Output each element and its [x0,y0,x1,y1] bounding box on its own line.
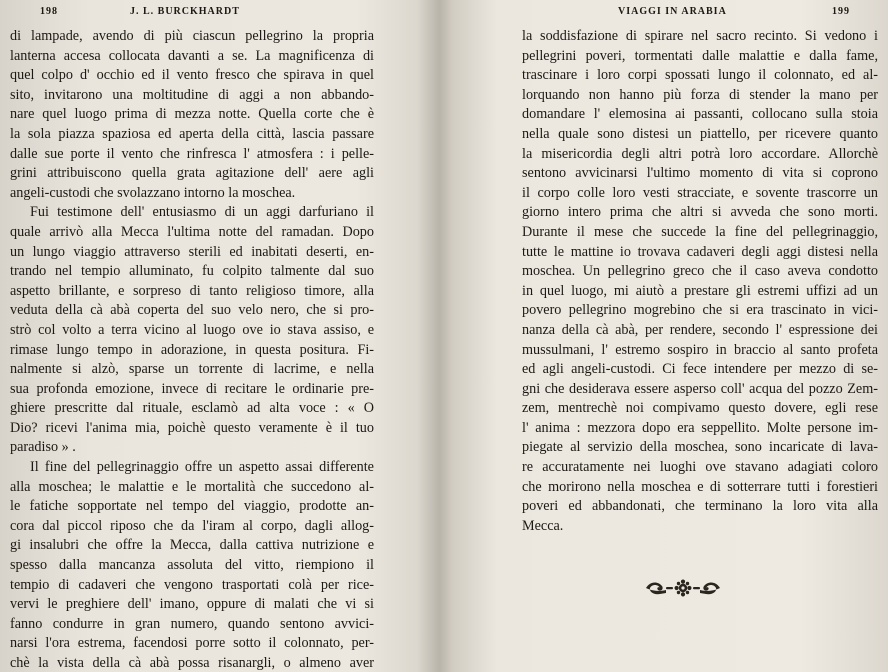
text-line: che morirono nella moschea e di sotterrare tutti i forestieri [522,478,878,495]
text-line: l' anima : mezzora dopo era seppellito. Molte persone im- [522,419,878,436]
text-line: aspetto brillante, e sorpreso di tanto religioso timore, alla [10,282,374,299]
running-head-left: J. L. BURCKHARDT [130,6,240,17]
text-line: chè la vista della cà abà possa risanargli, o almeno aver [10,655,374,671]
text-line: zem, mentrechè noi compivamo questo dovere, egli rese [522,400,878,417]
text-line: alla moschea; le malattie e le mortalità che succedono al- [10,478,374,495]
left-page [0,0,440,672]
text-line: strò col volto a terra vicino al luogo ove io stava assiso, e [10,321,374,338]
text-line: sito, invitarono una moltitudine di aggi a non abbando- [10,86,374,103]
text-line: mussulmani, l' estremo sospiro in braccio al santo profeta [522,341,878,358]
text-line: gi insalubri che offre la Mecca, dalla cattiva nutrizione e [10,537,374,554]
text-line: sentono avvicinarsi l'ultimo momento di vita si coprono [522,165,878,182]
text-line: vervi le preghiere dell' imano, oppure di malati che vi si [10,596,374,613]
text-line: pellegrini poveri, tormentati dalle malattie e dalla fame, [522,47,878,64]
page-number-left: 198 [40,6,58,17]
text-line: tempio di cadaveri che vengono trasportati colà per rice- [10,576,374,593]
text-line: un lungo viaggio attraverso sterili ed inabitati deserti, en- [10,243,374,260]
text-line: trando nel tempio alluminato, fu colpito talmente dal suo [10,263,374,280]
text-line: nanza della cà abà, per rendere, secondo l' espressione dei [522,321,878,338]
text-line: Fui testimone dell' entusiasmo di un aggi darfuriano il [30,204,374,221]
text-line: Il fine del pellegrinaggio offre un aspetto assai differente [30,459,374,476]
page-number-right: 199 [832,6,850,17]
text-line: moschea. Un pellegrino greco che il caso aveva condotto [522,263,878,280]
text-line: rimase lungo tempo in adorazione, in questa positura. Fi- [10,341,374,358]
text-line: sua profonda emozione, invece di recitare le ordinarie pre- [10,380,374,397]
text-line: di lampade, avendo di più ciascun pellegrino la propria [10,28,374,44]
text-line: cora dal piccol riposo che da l'iram al corpo, dagli allog- [10,517,374,534]
text-line: piegate al servizio della moschea, sono incaricate di lava- [522,439,878,456]
text-line: ghiere prescritte dal rituale, esclamò ad alta voce : « O [10,400,374,417]
text-line: dalle sue porte il vento che rinfresca l' atmosfera : i pelle- [10,145,374,162]
text-line: trascinare i loro corpi spossati lungo il colonnato, ed al- [522,67,878,84]
text-line: quel colpo d' occhio ed il vento fresco che spirava in quel [10,67,374,84]
text-line: spesso dalla mancanza assoluta del vitto, riempiono il [10,557,374,574]
text-line: tutte le mattine io trovava cadaveri degli aggi distesi nella [522,243,878,260]
text-line: la sola piazza spaziosa ed aperta della città, lascia passare [10,125,374,142]
text-line: Durante il mese che succede la fine del pellegrinaggio, [522,223,878,240]
text-line: poveri ed abbandonati, che terminano la loro vita alla [522,498,878,515]
text-line: lanterna accesa collocata davanti a se. La magnificenza di [10,47,374,64]
text-line: in quel luogo, mi aiutò a prestare gli estremi uffizi ad un [522,282,878,299]
text-line: nare quel luogo prima di mezza notte. Quella corte che è [10,106,374,123]
right-page-text [522,27,878,536]
text-line: re accuratamente nei luoghi ove stavano adagiati coloro [522,459,878,476]
text-line: quale arrivò alla Mecca l'ultima notte del ramadan. Dopo [10,223,374,240]
text-line: gni che desiderava essere asperso coll' acqua del pozzo Zem- [522,380,878,397]
text-line: nella quale sono distesi un piattello, per ricevere quanto [522,125,878,142]
text-line: il corpo colle loro vesti stracciate, e sovente trascorre un [522,184,878,201]
text-line: paradiso » . [10,439,76,456]
left-page-text [10,27,374,672]
text-line: fanno condurre in gran numero, quando sentono avvici- [10,615,374,632]
running-head-right: VIAGGI IN ARABIA [618,6,727,17]
text-line: povero pellegrino mogrebino che si era trascinato in vici- [522,302,878,319]
text-line: la misericordia degli altri potrà loro accordare. Allorchè [522,145,878,162]
text-line: narsi l'ora estrema, facendosi porre sotto il colonnato, per- [10,635,374,652]
tailpiece-ornament-icon [644,578,722,598]
text-line: veduta della cà abà coperta del suo velo nero, che si pro- [10,302,374,319]
text-line: lorquando non hanno più forza di stender la mano per [522,86,878,103]
text-line: Dio? ricevi l'anima mia, poichè questo veramente è il tuo [10,419,374,436]
text-line: le fatiche sopportate nel tempo del viaggio, prodotte an- [10,498,374,515]
text-line: giorno intero prima che altri si avveda che sono morti. [522,204,878,221]
text-line: nalmente si alzò, sparse un torrente di lacrime, e nella [10,361,374,378]
text-line: grini attribuiscono quella grata agitazione dell' aere agli [10,165,374,182]
text-line: domandare l' elemosina ai passanti, collocano sulla stoia [522,106,878,123]
text-line: la soddisfazione di spirare nel sacro recinto. Si vedono i [522,28,878,44]
right-page [452,0,888,672]
text-line: Mecca. [522,517,564,534]
text-line: ed agli angeli-custodi. Ci fece intendere per mezzo di se- [522,361,878,378]
text-line: angeli-custodi che svolazzano intorno la moschea. [10,184,296,201]
